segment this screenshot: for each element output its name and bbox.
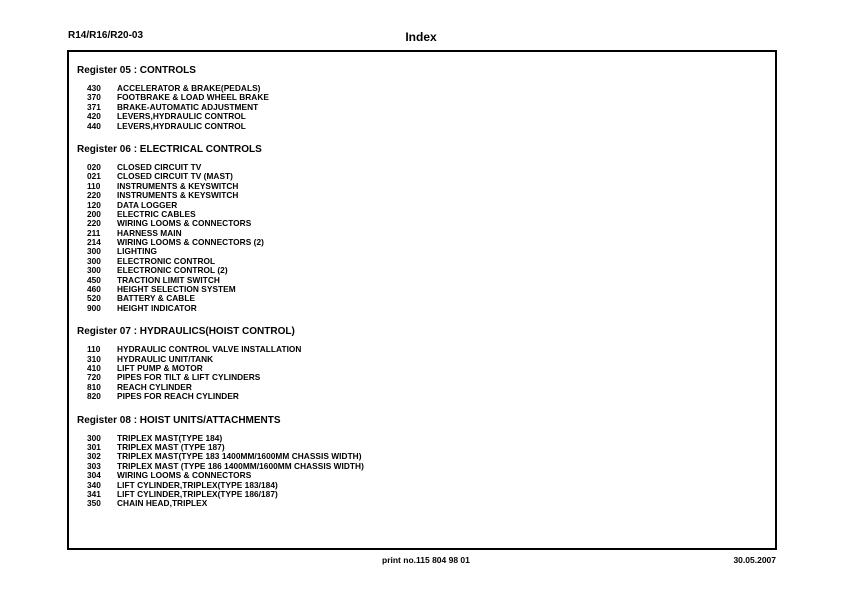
entry-code: 120 xyxy=(87,199,101,210)
entry-label: PIPES FOR TILT & LIFT CYLINDERS xyxy=(117,372,261,383)
entry-label: INSTRUMENTS & KEYSWITCH xyxy=(117,190,239,201)
register-heading: Register 07 : HYDRAULICS(HOIST CONTROL) xyxy=(77,326,295,338)
index-entry[interactable] xyxy=(77,392,767,401)
model-label: R14/R16/R20-03 xyxy=(68,30,144,41)
entry-label: TRIPLEX MAST(TYPE 184) xyxy=(117,432,223,443)
entry-label: PIPES FOR REACH CYLINDER xyxy=(117,391,239,402)
entry-code: 110 xyxy=(87,344,101,355)
entry-code: 460 xyxy=(87,284,101,295)
page-title: Index xyxy=(405,30,437,44)
entry-code: 430 xyxy=(87,83,101,93)
register-heading: Register 06 : ELECTRICAL CONTROLS xyxy=(77,143,262,155)
entry-label: TRIPLEX MAST (TYPE 187) xyxy=(117,441,225,452)
entry-label: WIRING LOOMS & CONNECTORS xyxy=(117,218,252,229)
entry-code: 220 xyxy=(87,218,101,229)
entry-label: WIRING LOOMS & CONNECTORS (2) xyxy=(117,237,264,248)
index-entry[interactable] xyxy=(77,238,767,247)
entry-code: 300 xyxy=(87,246,101,257)
entry-label: HYDRAULIC CONTROL VALVE INSTALLATION xyxy=(117,344,302,355)
entry-code: 520 xyxy=(87,293,101,304)
register-item-list xyxy=(77,163,767,313)
entry-code: 350 xyxy=(87,498,101,509)
entry-label: WIRING LOOMS & CONNECTORS xyxy=(117,470,252,481)
entry-label: INSTRUMENTS & KEYSWITCH xyxy=(117,180,239,191)
entry-code: 300 xyxy=(87,432,101,443)
entry-code: 300 xyxy=(87,265,101,276)
entry-label: TRIPLEX MAST(TYPE 183 1400MM/1600MM CHASSIS WIDTH) xyxy=(117,451,362,462)
entry-code: 370 xyxy=(87,92,101,103)
entry-label: HARNESS MAIN xyxy=(117,227,182,238)
entry-code: 303 xyxy=(87,460,101,471)
entry-label: CHAIN HEAD,TRIPLEX xyxy=(117,498,208,509)
entry-code: 720 xyxy=(87,372,101,383)
entry-label: LIFT CYLINDER,TRIPLEX(TYPE 183/184) xyxy=(117,479,278,490)
entry-label: LEVERS,HYDRAULIC CONTROL xyxy=(117,120,246,131)
entry-code: 440 xyxy=(87,120,101,131)
print-date: 30.05.2007 xyxy=(733,555,776,565)
entry-label: BRAKE-AUTOMATIC ADJUSTMENT xyxy=(117,101,259,112)
entry-code: 410 xyxy=(87,362,101,373)
entry-label: ELECTRIC CABLES xyxy=(117,208,196,219)
entry-label: LIFT PUMP & MOTOR xyxy=(117,362,203,373)
entry-label: HEIGHT INDICATOR xyxy=(117,302,197,313)
register-item-list xyxy=(77,434,767,509)
register-heading: Register 08 : HOIST UNITS/ATTACHMENTS xyxy=(77,414,281,426)
entry-label: ELECTRONIC CONTROL (2) xyxy=(117,265,228,276)
entry-label: BATTERY & CABLE xyxy=(117,293,196,304)
entry-code: 200 xyxy=(87,208,101,219)
entry-label: HYDRAULIC UNIT/TANK xyxy=(117,353,214,364)
index-entry[interactable] xyxy=(77,499,767,508)
entry-code: 110 xyxy=(87,180,101,191)
entry-label: CLOSED CIRCUIT TV (MAST) xyxy=(117,171,233,182)
entry-code: 310 xyxy=(87,353,101,364)
entry-code: 340 xyxy=(87,479,101,490)
index-entry[interactable] xyxy=(77,122,767,131)
register-heading: Register 05 : CONTROLS xyxy=(77,65,196,76)
entry-code: 300 xyxy=(87,255,101,266)
entry-code: 450 xyxy=(87,274,101,285)
entry-label: ELECTRONIC CONTROL xyxy=(117,255,216,266)
entry-label: TRACTION LIMIT SWITCH xyxy=(117,274,220,285)
entry-label: CLOSED CIRCUIT TV xyxy=(117,161,202,172)
entry-code: 304 xyxy=(87,470,101,481)
entry-code: 820 xyxy=(87,391,101,402)
entry-code: 341 xyxy=(87,488,101,499)
entry-label: HEIGHT SELECTION SYSTEM xyxy=(117,284,236,295)
entry-label: LEVERS,HYDRAULIC CONTROL xyxy=(117,111,246,122)
entry-code: 301 xyxy=(87,441,101,452)
entry-label: REACH CYLINDER xyxy=(117,381,192,392)
index-entry[interactable] xyxy=(77,304,767,313)
entry-code: 371 xyxy=(87,101,101,112)
entry-label: LIGHTING xyxy=(117,246,158,257)
entry-label: LIFT CYLINDER,TRIPLEX(TYPE 186/187) xyxy=(117,488,278,499)
index-entry[interactable] xyxy=(77,191,767,200)
index-content xyxy=(77,65,767,522)
entry-code: 021 xyxy=(87,171,101,182)
entry-label: TRIPLEX MAST (TYPE 186 1400MM/1600MM CHASSIS WIDTH) xyxy=(117,460,364,471)
entry-code: 302 xyxy=(87,451,101,462)
entry-code: 810 xyxy=(87,381,101,392)
entry-code: 220 xyxy=(87,190,101,201)
index-frame xyxy=(67,50,777,550)
entry-label: FOOTBRAKE & LOAD WHEEL BRAKE xyxy=(117,92,269,103)
register-item-list xyxy=(77,84,767,131)
entry-code: 211 xyxy=(87,227,101,238)
register-item-list xyxy=(77,345,767,401)
entry-code: 020 xyxy=(87,161,101,172)
entry-label: ACCELERATOR & BRAKE(PEDALS) xyxy=(117,83,261,93)
entry-label: DATA LOGGER xyxy=(117,199,178,210)
entry-code: 214 xyxy=(87,237,101,248)
entry-code: 420 xyxy=(87,111,101,122)
print-number: print no.115 804 98 01 xyxy=(382,555,470,565)
entry-code: 900 xyxy=(87,302,101,313)
